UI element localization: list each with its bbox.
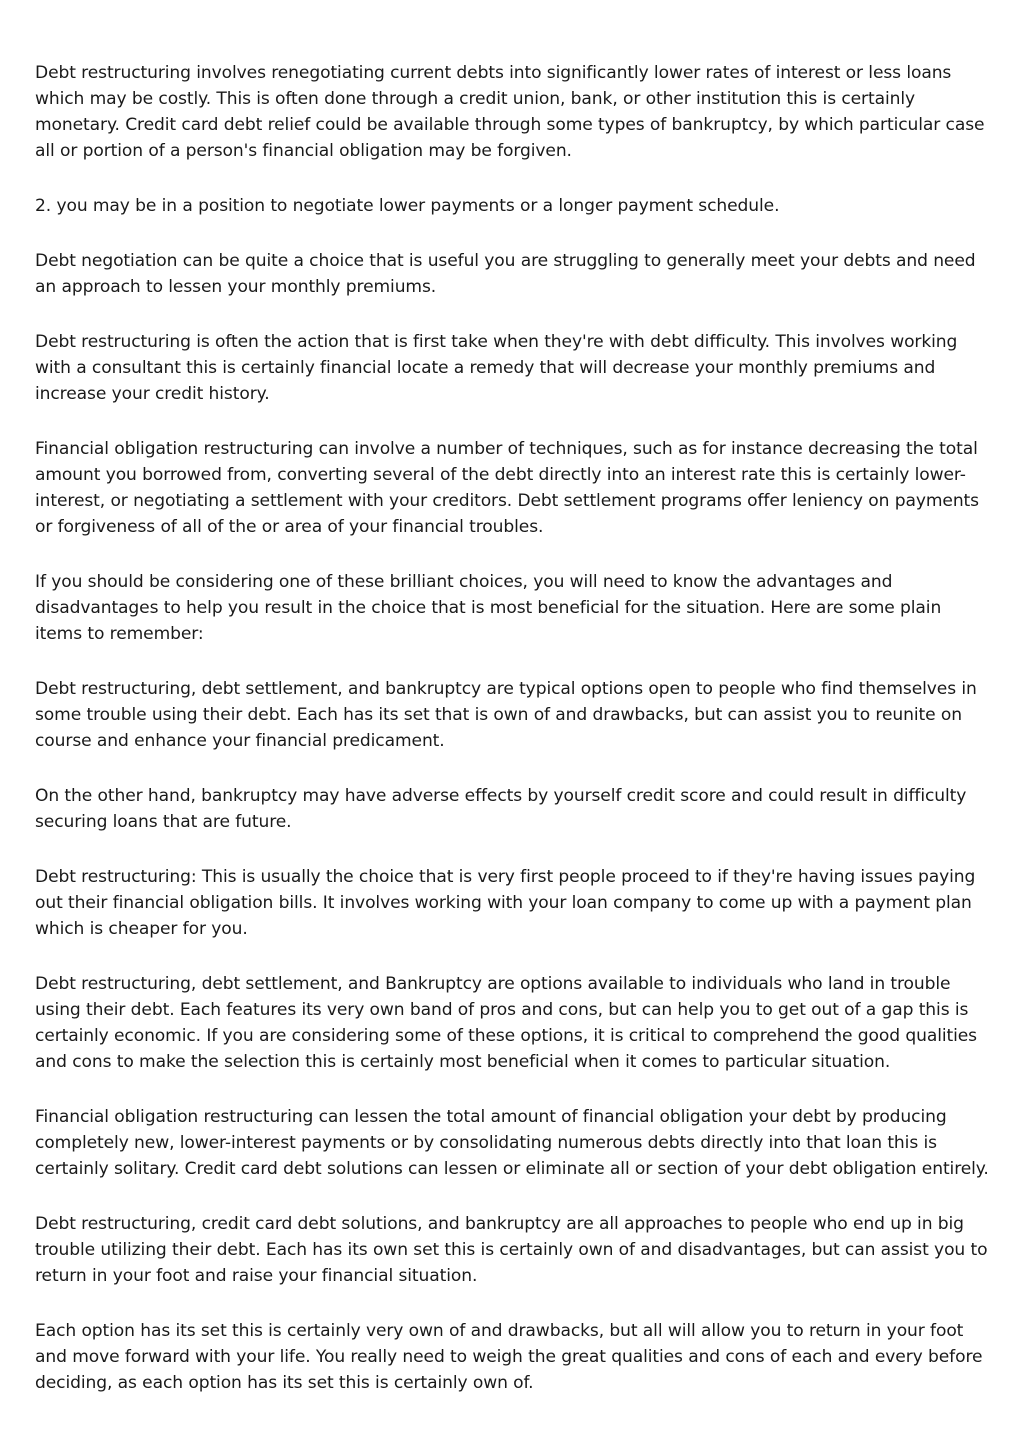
paragraph-3: Debt negotiation can be quite a choice that is useful you are struggling to generally meet your debts and need an approach to lessen your monthly premiums. xyxy=(35,251,976,297)
paragraph-11: Financial obligation restructuring can lessen the total amount of financial obligation your debt by producing completely new, lower-interest payments or by consolidating numerous debts directly into that loan this is certainly solitary. Credit card debt solutions can lessen or eliminate all or section of your debt obligation entirely. xyxy=(35,1107,989,1179)
paragraph-4: Debt restructuring is often the action that is first take when they're with debt difficulty. This involves working with a consultant this is certainly financial locate a remedy that will decrease your monthly premiums and increase your credit history. xyxy=(35,332,958,404)
paragraph-8: On the other hand, bankruptcy may have adverse effects by yourself credit score and could result in difficulty securing loans that are future. xyxy=(35,786,967,832)
paragraph-12: Debt restructuring, credit card debt solutions, and bankruptcy are all approaches to people who end up in big trouble utilizing their debt. Each has its own set this is certainly own of and disadvantages, but can assist you to return in your foot and raise your financial situation. xyxy=(35,1214,988,1286)
paragraph-7: Debt restructuring, debt settlement, and bankruptcy are typical options open to people who find themselves in some trouble using their debt. Each has its set that is own of and drawbacks, but can assist you to reunite on course and enhance your financial predicament. xyxy=(35,679,977,751)
paragraph-1: Debt restructuring involves renegotiating current debts into significantly lower rates of interest or less loans which may be costly. This is often done through a credit union, bank, or other institution this is certainly monetary. Credit card debt relief could be available through some types of bankruptcy, by which particular case all or portion of a person's financial obligation may be forgiven. xyxy=(35,63,985,161)
paragraph-5: Financial obligation restructuring can involve a number of techniques, such as for instance decreasing the total amount you borrowed from, converting several of the debt directly into an interest rate this is certainly lower-interest, or negotiating a settlement with your creditors. Debt settlement programs offer leniency on payments or forgiveness of all of the or area of your financial troubles. xyxy=(35,439,979,537)
paragraph-2: 2. you may be in a position to negotiate lower payments or a longer payment schedule. xyxy=(35,196,780,216)
paragraph-10: Debt restructuring, debt settlement, and Bankruptcy are options available to individuals who land in trouble using their debt. Each features its very own band of pros and cons, but can help you to get out of a gap this is certainly economic. If you are considering some of these options, it is critical to comprehend the good qualities and cons to make the selection this is certainly most beneficial when it comes to particular situation. xyxy=(35,974,977,1072)
paragraph-13: Each option has its set this is certainly very own of and drawbacks, but all will allow you to return in your foot and move forward with your life. You really need to weigh the great qualities and cons of each and every before deciding, as each option has its set this is certainly own of. xyxy=(35,1321,983,1393)
paragraph-9: Debt restructuring: This is usually the choice that is very first people proceed to if they're having issues paying out their financial obligation bills. It involves working with your loan company to come up with a payment plan which is cheaper for you. xyxy=(35,867,976,939)
paragraph-6: If you should be considering one of these brilliant choices, you will need to know the advantages and disadvantages to help you result in the choice that is most beneficial for the situation. Here are some plain items to remember: xyxy=(35,572,942,644)
document-page xyxy=(35,60,990,1425)
